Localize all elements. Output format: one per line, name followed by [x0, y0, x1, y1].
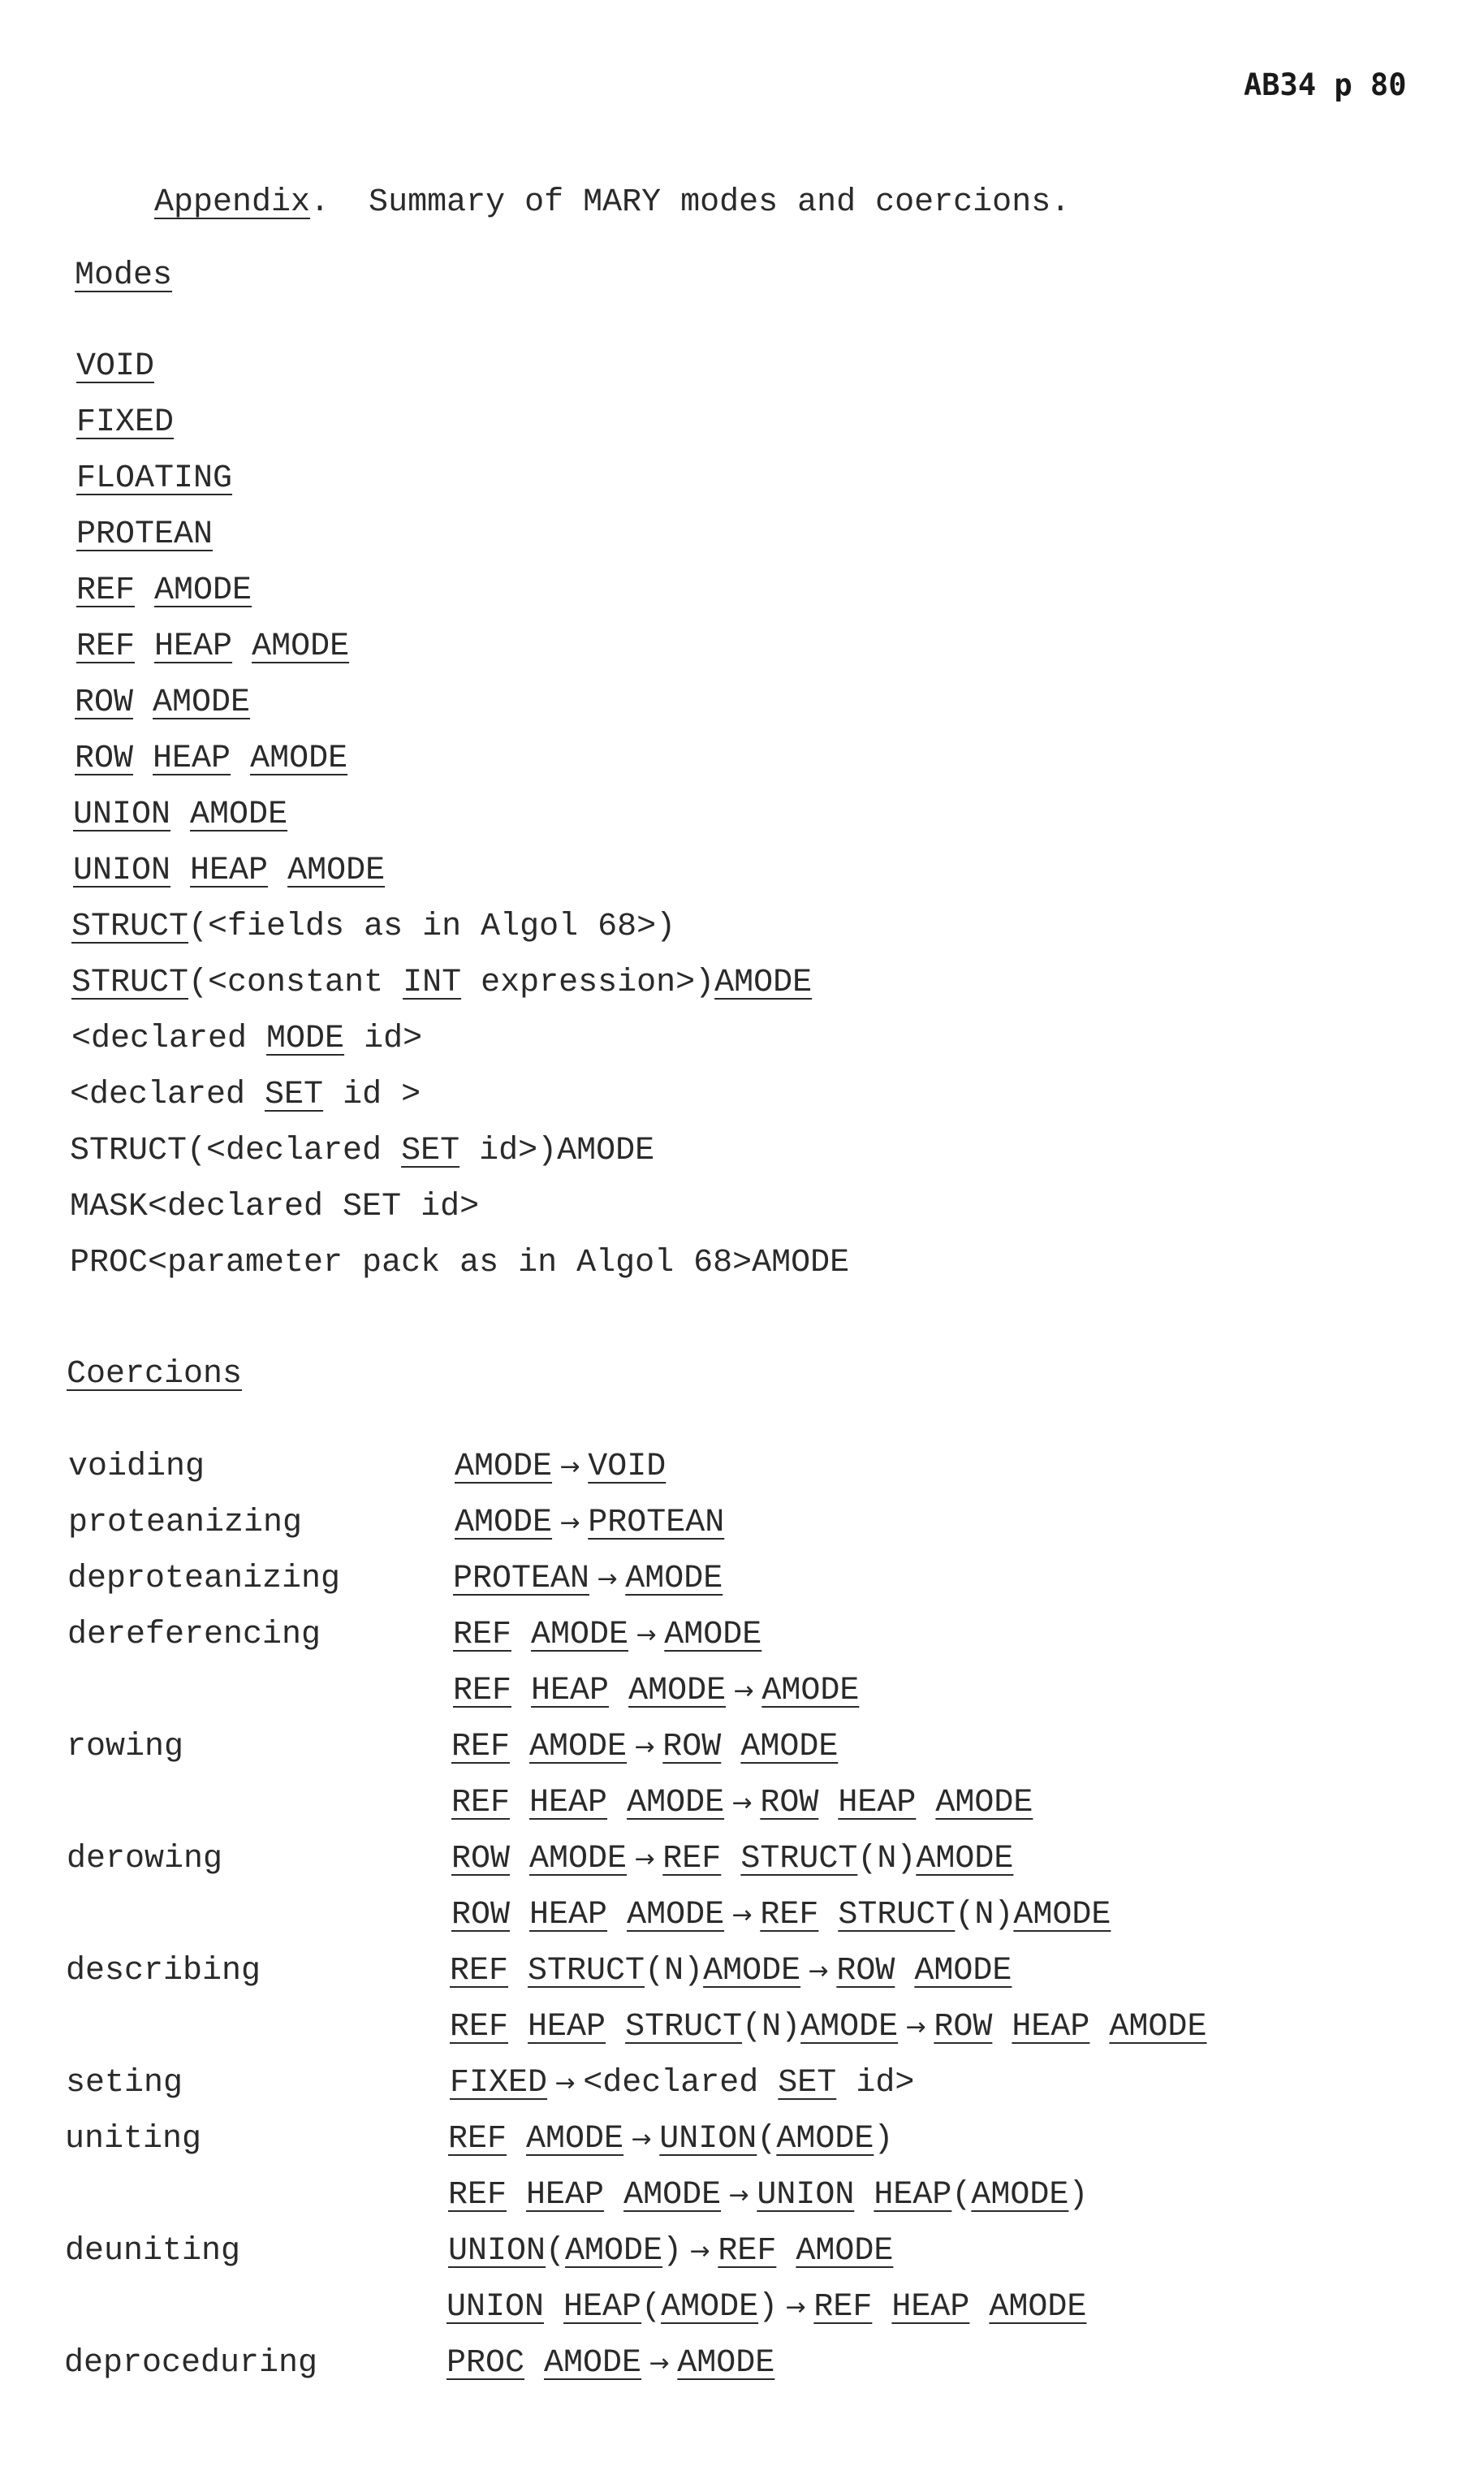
- coercion-rule: [450, 1955, 1012, 1988]
- token: [818, 1897, 838, 1933]
- token: PROC: [446, 2345, 525, 2382]
- token: [721, 1841, 740, 1877]
- token: ROW: [75, 741, 134, 777]
- token: HEAP: [838, 1785, 917, 1821]
- token: ROW: [836, 1953, 895, 1989]
- token: HEAP: [1012, 2009, 1090, 2045]
- token: AMODE: [740, 1729, 839, 1765]
- token: REF: [453, 1673, 512, 1709]
- arrow-icon: →: [552, 1509, 589, 1537]
- token: AMODE: [287, 853, 386, 889]
- modes-heading: Modes: [75, 257, 173, 294]
- token: AMODE: [252, 628, 350, 665]
- arrow-icon: →: [627, 1845, 663, 1873]
- token: PROTEAN: [588, 1505, 725, 1541]
- token: id>: [344, 1021, 423, 1057]
- mode-item: [76, 628, 350, 665]
- token: AMODE: [565, 2233, 663, 2270]
- coercion-rule: [448, 2235, 893, 2268]
- token: REF: [453, 1617, 512, 1653]
- token: [818, 1785, 838, 1821]
- token: <declared: [70, 1077, 265, 1113]
- arrow-icon: →: [726, 1677, 762, 1705]
- token: AMODE: [627, 1897, 725, 1933]
- token: [604, 2177, 623, 2214]
- token: (: [546, 2233, 566, 2270]
- token: AMODE: [971, 2177, 1069, 2214]
- token: ): [758, 2289, 779, 2326]
- mode-item: [71, 967, 812, 1000]
- token: HEAP: [190, 853, 269, 889]
- token: AMODE: [800, 2009, 899, 2045]
- token: AMODE: [761, 1673, 860, 1709]
- token: [524, 2345, 544, 2382]
- token: FLOATING: [76, 460, 233, 497]
- appendix-title-text: . Summary of MARY modes and coercions.: [310, 184, 1071, 221]
- token: [507, 2121, 526, 2158]
- token: id>: [836, 2065, 915, 2101]
- arrow-icon: →: [641, 2349, 678, 2378]
- token: [510, 1841, 529, 1877]
- token: PROTEAN: [453, 1561, 590, 1597]
- token: (<fields as in Algol 68>): [188, 909, 676, 945]
- token: [133, 741, 153, 777]
- token: ROW: [451, 1841, 511, 1877]
- token: AMODE: [714, 965, 813, 1001]
- token: HEAP: [153, 741, 231, 777]
- token: [607, 1897, 627, 1933]
- token: [607, 1785, 627, 1821]
- arrow-icon: →: [778, 2293, 814, 2322]
- token: MASK<declared SET id>: [70, 1189, 480, 1225]
- token: [916, 1785, 935, 1821]
- token: <declared: [583, 2065, 779, 2101]
- mode-item: [76, 572, 252, 609]
- token: <declared: [71, 1021, 267, 1057]
- token: HEAP: [891, 2289, 970, 2326]
- token: [135, 628, 154, 665]
- appendix-title: [76, 154, 1070, 252]
- token: REF: [662, 1841, 722, 1877]
- mode-item: [75, 743, 347, 775]
- token: AMODE: [1013, 1897, 1111, 1933]
- token: HEAP: [154, 628, 233, 665]
- token: MODE: [266, 1021, 345, 1057]
- token: REF: [450, 1953, 509, 1989]
- token: PROC<parameter pack as in Algol 68>AMODE: [70, 1245, 850, 1281]
- token: REF: [760, 1897, 819, 1933]
- token: ROW: [760, 1785, 819, 1821]
- mode-item: [75, 687, 250, 719]
- token: AMODE: [529, 1729, 628, 1765]
- token: AMODE: [455, 1505, 553, 1541]
- token: UNION: [757, 2177, 855, 2214]
- token: (: [951, 2177, 972, 2214]
- token: [544, 2289, 563, 2326]
- mode-item: [71, 1023, 422, 1056]
- mode-item: [70, 1191, 479, 1224]
- coercion-rule: [446, 2291, 1086, 2324]
- coercion-rule: [448, 2123, 893, 2156]
- token: (N): [955, 1897, 1014, 1933]
- token: AMODE: [531, 1617, 629, 1653]
- coercion-name: proteanizing: [68, 1505, 303, 1541]
- token: ROW: [934, 2009, 993, 2045]
- token: REF: [448, 2121, 507, 2158]
- mode-item: [71, 911, 675, 944]
- token: AMODE: [250, 741, 348, 777]
- token: UNION: [446, 2289, 545, 2326]
- token: ): [874, 2121, 894, 2158]
- coercion-rule: [451, 1899, 1111, 1932]
- token: AMODE: [935, 1785, 1033, 1821]
- coercion-rule: [450, 2067, 914, 2100]
- token: HEAP: [526, 2177, 605, 2214]
- mode-item: [73, 799, 287, 831]
- token: UNION: [659, 2121, 757, 2158]
- token: [1089, 2009, 1109, 2045]
- token: AMODE: [625, 1561, 723, 1597]
- token: HEAP: [529, 1897, 608, 1933]
- token: ): [1068, 2177, 1089, 2214]
- token: [511, 1617, 531, 1653]
- token: AMODE: [989, 2289, 1087, 2326]
- token: AMODE: [455, 1449, 553, 1485]
- coercion-rule: [451, 1843, 1013, 1876]
- token: HEAP: [529, 1785, 608, 1821]
- mode-item: [76, 348, 155, 385]
- token: [992, 2009, 1012, 2045]
- mode-item: [70, 1247, 849, 1280]
- token: ROW: [662, 1729, 722, 1765]
- token: ROW: [75, 685, 134, 721]
- arrow-icon: →: [627, 1733, 663, 1761]
- token: ROW: [451, 1897, 511, 1933]
- coercion-rule: [451, 1731, 838, 1764]
- token: [606, 2009, 625, 2045]
- coercion-name: deproteanizing: [67, 1561, 341, 1597]
- token: [231, 741, 250, 777]
- coercion-name: uniting: [65, 2121, 202, 2158]
- coercion-rule: [446, 2345, 775, 2382]
- coercion-name: deproceduring: [64, 2345, 318, 2382]
- mode-item: [70, 1135, 654, 1168]
- token: [508, 1953, 528, 1989]
- coercion-name: dereferencing: [67, 1617, 321, 1653]
- token: AMODE: [154, 572, 252, 609]
- token: AMODE: [677, 2345, 775, 2382]
- token: HEAP: [563, 2289, 642, 2326]
- coercion-name: derowing: [67, 1841, 223, 1877]
- token: SET: [778, 2065, 837, 2101]
- coercion-name: deuniting: [65, 2233, 241, 2270]
- token: [170, 797, 190, 833]
- token: (N): [645, 1953, 704, 1989]
- token: AMODE: [916, 1841, 1014, 1877]
- arrow-icon: →: [724, 1901, 761, 1929]
- mode-item: [70, 1079, 421, 1112]
- page-reference: AB34 p 80: [1244, 67, 1407, 102]
- token: id >: [323, 1077, 421, 1113]
- token: [776, 2233, 796, 2270]
- token: REF: [451, 1785, 511, 1821]
- coercion-name: voiding: [68, 1449, 205, 1485]
- token: AMODE: [153, 685, 251, 721]
- token: STRUCT: [625, 2009, 743, 2045]
- arrow-icon: →: [547, 2069, 584, 2097]
- coercion-rule: [455, 1451, 666, 1484]
- arrow-icon: →: [721, 2181, 757, 2209]
- token: [510, 1729, 529, 1765]
- coercion-rule: [453, 1675, 859, 1708]
- arrow-icon: →: [589, 1565, 626, 1593]
- arrow-icon: →: [682, 2237, 718, 2266]
- token: AMODE: [1109, 2009, 1207, 2045]
- token: [895, 1953, 914, 1989]
- token: AMODE: [526, 2121, 624, 2158]
- token: expression>): [461, 965, 715, 1001]
- arrow-icon: →: [552, 1453, 589, 1481]
- token: REF: [76, 572, 136, 609]
- token: FIXED: [450, 2065, 548, 2101]
- token: [510, 1897, 529, 1933]
- token: PROTEAN: [76, 516, 214, 553]
- token: AMODE: [796, 2233, 894, 2270]
- token: [721, 1729, 740, 1765]
- token: AMODE: [190, 797, 288, 833]
- token: SET: [265, 1077, 324, 1113]
- token: REF: [718, 2233, 777, 2270]
- arrow-icon: →: [623, 2125, 660, 2153]
- token: REF: [451, 1729, 511, 1765]
- coercion-name: seting: [66, 2065, 183, 2101]
- token: AMODE: [703, 1953, 801, 1989]
- token: [969, 2289, 989, 2326]
- arrow-icon: →: [724, 1789, 761, 1817]
- coercions-heading: Coercions: [67, 1356, 243, 1393]
- token: [872, 2289, 891, 2326]
- appendix-label: Appendix: [154, 184, 311, 221]
- token: STRUCT: [71, 965, 189, 1001]
- token: (: [757, 2121, 777, 2158]
- mode-item: [76, 516, 214, 553]
- token: [510, 1785, 529, 1821]
- coercion-name: rowing: [67, 1729, 184, 1765]
- token: AMODE: [914, 1953, 1012, 1989]
- token: (<constant: [188, 965, 403, 1001]
- token: HEAP: [528, 2009, 606, 2045]
- token: AMODE: [529, 1841, 628, 1877]
- token: AMODE: [623, 2177, 722, 2214]
- token: (N): [742, 2009, 801, 2045]
- token: STRUCT: [740, 1841, 858, 1877]
- token: HEAP: [874, 2177, 952, 2214]
- token: AMODE: [664, 1617, 762, 1653]
- token: (: [641, 2289, 662, 2326]
- token: (N): [857, 1841, 917, 1877]
- token: ): [662, 2233, 683, 2270]
- token: VOID: [588, 1449, 667, 1485]
- token: [232, 628, 252, 665]
- token: AMODE: [544, 2345, 642, 2382]
- token: VOID: [76, 348, 155, 385]
- token: UNION: [73, 853, 171, 889]
- token: AMODE: [776, 2121, 874, 2158]
- arrow-icon: →: [800, 1957, 837, 1985]
- token: [133, 685, 153, 721]
- coercion-rule: [451, 1787, 1033, 1820]
- token: SET: [401, 1133, 460, 1169]
- token: INT: [403, 965, 462, 1001]
- mode-item: [76, 460, 233, 497]
- token: HEAP: [531, 1673, 610, 1709]
- token: id>)AMODE: [459, 1133, 655, 1169]
- token: FIXED: [76, 404, 175, 441]
- token: [507, 2177, 526, 2214]
- mode-item: [73, 855, 385, 888]
- token: STRUCT: [838, 1897, 956, 1933]
- coercion-name: describing: [66, 1953, 261, 1989]
- token: STRUCT: [71, 909, 189, 945]
- coercion-rule: [450, 2011, 1206, 2044]
- token: STRUCT(<declared: [70, 1133, 402, 1169]
- token: REF: [450, 2009, 509, 2045]
- token: [609, 1673, 628, 1709]
- token: [854, 2177, 874, 2214]
- token: REF: [813, 2289, 873, 2326]
- token: REF: [448, 2177, 507, 2214]
- token: STRUCT: [528, 1953, 645, 1989]
- mode-item: [76, 404, 175, 441]
- token: AMODE: [628, 1673, 727, 1709]
- token: [170, 853, 190, 889]
- token: UNION: [448, 2233, 546, 2270]
- token: AMODE: [627, 1785, 725, 1821]
- coercion-rule: [448, 2179, 1088, 2212]
- arrow-icon: →: [898, 2013, 934, 2041]
- token: REF: [76, 628, 136, 665]
- coercion-rule: [453, 1619, 761, 1652]
- token: UNION: [73, 797, 171, 833]
- token: AMODE: [661, 2289, 759, 2326]
- coercion-rule: [453, 1563, 723, 1596]
- token: [135, 572, 154, 609]
- arrow-icon: →: [628, 1621, 665, 1649]
- token: [508, 2009, 528, 2045]
- token: [268, 853, 287, 889]
- coercion-rule: [455, 1507, 724, 1540]
- token: [511, 1673, 531, 1709]
